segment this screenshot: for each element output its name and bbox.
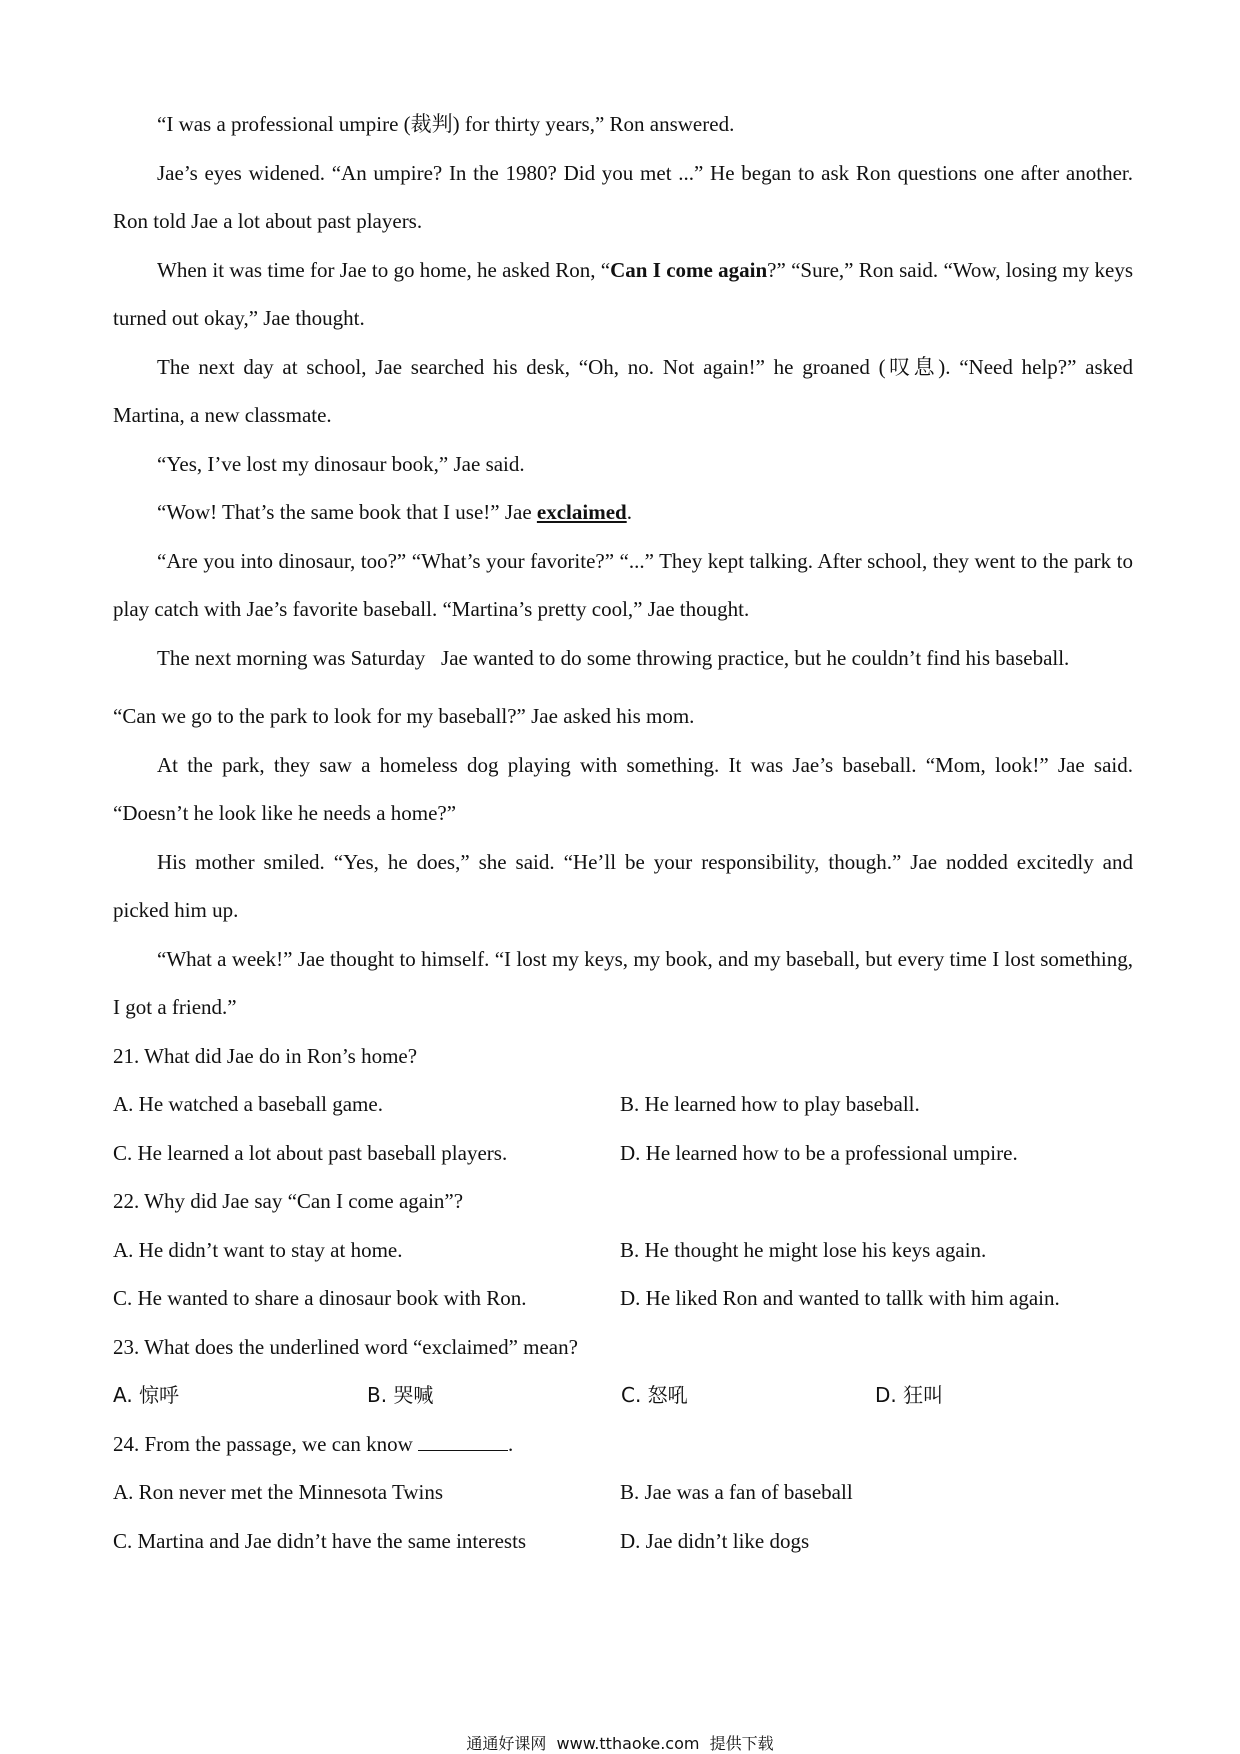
option-d: D. He learned how to be a professional umpire. bbox=[620, 1140, 1018, 1165]
options-row bbox=[113, 1226, 1133, 1275]
text-run: 24. From the passage, we can know bbox=[113, 1431, 419, 1456]
option-b: B. He thought he might lose his keys again. bbox=[620, 1237, 987, 1262]
option-c: C. Martina and Jae didn’t have the same interests bbox=[113, 1528, 527, 1553]
option-d: D. He liked Ron and wanted to tallk with him again. bbox=[620, 1286, 1060, 1310]
options-row bbox=[113, 1468, 1133, 1517]
text-run: When it was time for Jae to go home, he asked Ron, “ bbox=[157, 257, 611, 282]
question-stem: 23. What does the underlined word “exclaimed” mean? bbox=[113, 1334, 578, 1359]
option-b: B. 哭喊 bbox=[367, 1383, 434, 1407]
question-stem: 21. What did Jae do in Ron’s home? bbox=[113, 1043, 418, 1068]
option-a: A. He didn’t want to stay at home. bbox=[113, 1237, 403, 1262]
passage-paragraph: The next day at school, Jae searched his desk, “Oh, no. Not again!” he groaned (叹息). “Need help?” asked Martina, a new classmate. bbox=[113, 354, 1133, 427]
options-row bbox=[113, 1517, 1133, 1566]
passage-paragraph: “What a week!” Jae thought to himself. “I lost my keys, my book, and my baseball, but every time I lost something, I got a friend.” bbox=[113, 946, 1133, 1019]
options-row bbox=[113, 1080, 1133, 1129]
options-row bbox=[113, 1274, 1133, 1323]
passage-paragraph: At the park, they saw a homeless dog playing with something. It was Jae’s baseball. “Mom, look!” Jae said. “Doesn’t he look like he needs a home?” bbox=[113, 752, 1133, 825]
options-row bbox=[113, 1129, 1133, 1178]
option-a: A. 惊呼 bbox=[113, 1383, 180, 1407]
bold-phrase: Can I come again bbox=[610, 257, 768, 282]
document-body bbox=[113, 100, 1133, 1565]
option-b: B. Jae was a fan of baseball bbox=[620, 1480, 853, 1504]
option-c: C. He learned a lot about past baseball players. bbox=[113, 1140, 508, 1165]
text-run: . bbox=[626, 500, 632, 524]
option-d: D. Jae didn’t like dogs bbox=[620, 1528, 810, 1553]
underlined-word: exclaimed bbox=[536, 500, 627, 524]
option-b: B. He learned how to play baseball. bbox=[620, 1092, 920, 1116]
options-row bbox=[113, 1371, 1133, 1420]
passage-paragraph: “I was a professional umpire (裁判) for thirty years,” Ron answered. bbox=[157, 112, 735, 136]
text-run: . bbox=[508, 1431, 514, 1456]
passage-paragraph: “Can we go to the park to look for my baseball?” Jae asked his mom. bbox=[113, 704, 695, 728]
text-run: ?” “Sure,” Ron said. “Wow, losing my keys turned out okay,” Jae thought. bbox=[113, 257, 1134, 330]
text-run: “Wow! That’s the same book that I use!” Jae bbox=[157, 500, 537, 524]
page-footer: 通通好课网 www.tthaoke.com 提供下载 bbox=[466, 1734, 774, 1753]
passage-paragraph bbox=[113, 488, 1133, 537]
option-c: C. He wanted to share a dinosaur book with Ron. bbox=[113, 1286, 527, 1310]
passage-paragraph: “Are you into dinosaur, too?” “What’s your favorite?” “...” They kept talking. After school, they went to the park to play catch with Jae’s favorite baseball. “Martina’s pretty cool,” Jae thought. bbox=[113, 548, 1133, 621]
answer-blank bbox=[418, 1432, 508, 1451]
option-a: A. He watched a baseball game. bbox=[113, 1092, 383, 1116]
passage-paragraph: Jae’s eyes widened. “An umpire? In the 1980? Did you met ...” He began to ask Ron questions one after another. Ron told Jae a lot about past players. bbox=[113, 160, 1133, 233]
option-a: A. Ron never met the Minnesota Twins bbox=[113, 1480, 444, 1504]
passage-paragraph: His mother smiled. “Yes, he does,” she said. “He’ll be your responsibility, though.” Jae nodded excitedly and picked him up. bbox=[113, 849, 1133, 922]
question-stem: 22. Why did Jae say “Can I come again”? bbox=[113, 1189, 464, 1213]
question-stem bbox=[113, 1420, 1133, 1469]
passage-paragraph: The next morning was Saturday Jae wanted to do some throwing practice, but he couldn’t find his baseball. bbox=[157, 645, 1070, 670]
option-c: C. 怒吼 bbox=[621, 1383, 688, 1407]
passage-paragraph bbox=[113, 246, 1133, 343]
passage-paragraph: “Yes, I’ve lost my dinosaur book,” Jae said. bbox=[157, 451, 525, 476]
option-d: D. 狂叫 bbox=[875, 1383, 944, 1407]
